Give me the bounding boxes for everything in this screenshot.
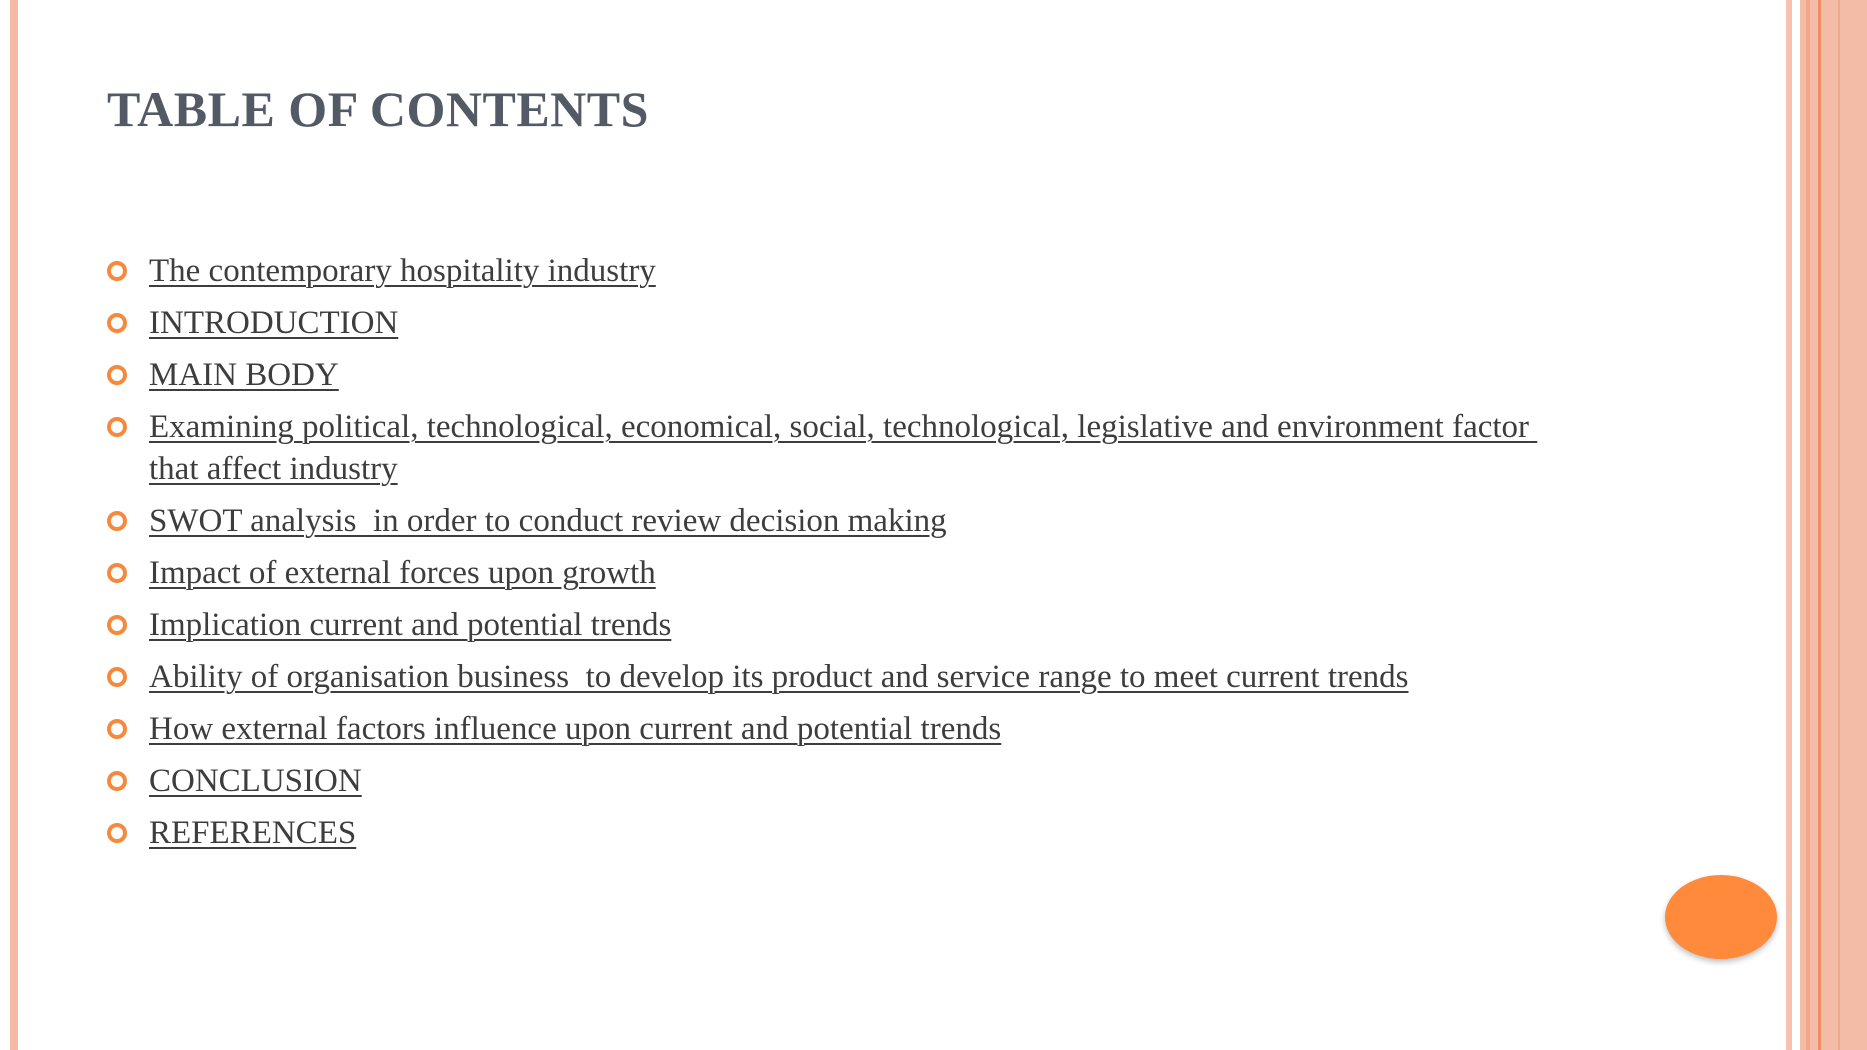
ring-bullet-icon — [107, 313, 127, 333]
list-item — [107, 406, 1577, 490]
ring-bullet-icon — [107, 365, 127, 385]
list-item — [107, 708, 1577, 750]
list-item — [107, 500, 1577, 542]
ring-bullet-icon — [107, 261, 127, 281]
right-stripe-decoration — [1786, 0, 1792, 1050]
list-item — [107, 604, 1577, 646]
toc-link-external-factors-influence[interactable]: How external factors influence upon current and potential trends — [149, 711, 1002, 747]
toc-link-swot-analysis[interactable]: SWOT analysis in order to conduct review decision making — [149, 503, 947, 539]
table-of-contents-list — [107, 250, 1577, 864]
ring-bullet-icon — [107, 823, 127, 843]
ring-bullet-icon — [107, 615, 127, 635]
ring-bullet-icon — [107, 719, 127, 739]
list-item — [107, 302, 1577, 344]
ring-bullet-icon — [107, 667, 127, 687]
right-stripe-decoration — [1806, 0, 1810, 1050]
ring-bullet-icon — [107, 417, 127, 437]
list-item — [107, 812, 1577, 854]
toc-link-introduction[interactable]: INTRODUCTION — [149, 305, 399, 341]
toc-link-contemporary-hospitality-industry[interactable]: The contemporary hospitality industry — [149, 253, 656, 289]
toc-link-pestle-factors[interactable]: Examining political, technological, economical, social, technological, legislative and environment factor that affect industry — [149, 409, 1538, 487]
list-item — [107, 250, 1577, 292]
left-border-decoration — [10, 0, 18, 1050]
right-stripe-decoration — [1838, 0, 1840, 1050]
right-band-decoration — [1800, 0, 1867, 1050]
list-item — [107, 656, 1577, 698]
toc-link-ability-of-organisation[interactable]: Ability of organisation business to develop its product and service range to meet current trends — [149, 659, 1409, 695]
ring-bullet-icon — [107, 563, 127, 583]
toc-link-impact-external-forces[interactable]: Impact of external forces upon growth — [149, 555, 656, 591]
slide-nav-circle-button[interactable] — [1665, 875, 1777, 959]
right-stripe-decoration — [1818, 0, 1821, 1050]
list-item — [107, 552, 1577, 594]
list-item — [107, 354, 1577, 396]
list-item — [107, 760, 1577, 802]
toc-link-main-body[interactable]: MAIN BODY — [149, 357, 339, 393]
toc-link-implication-trends[interactable]: Implication current and potential trends — [149, 607, 672, 643]
toc-link-conclusion[interactable]: CONCLUSION — [149, 763, 362, 799]
toc-link-references[interactable]: REFERENCES — [149, 815, 357, 851]
ring-bullet-icon — [107, 771, 127, 791]
ring-bullet-icon — [107, 511, 127, 531]
page-title: TABLE OF CONTENTS — [107, 81, 649, 137]
